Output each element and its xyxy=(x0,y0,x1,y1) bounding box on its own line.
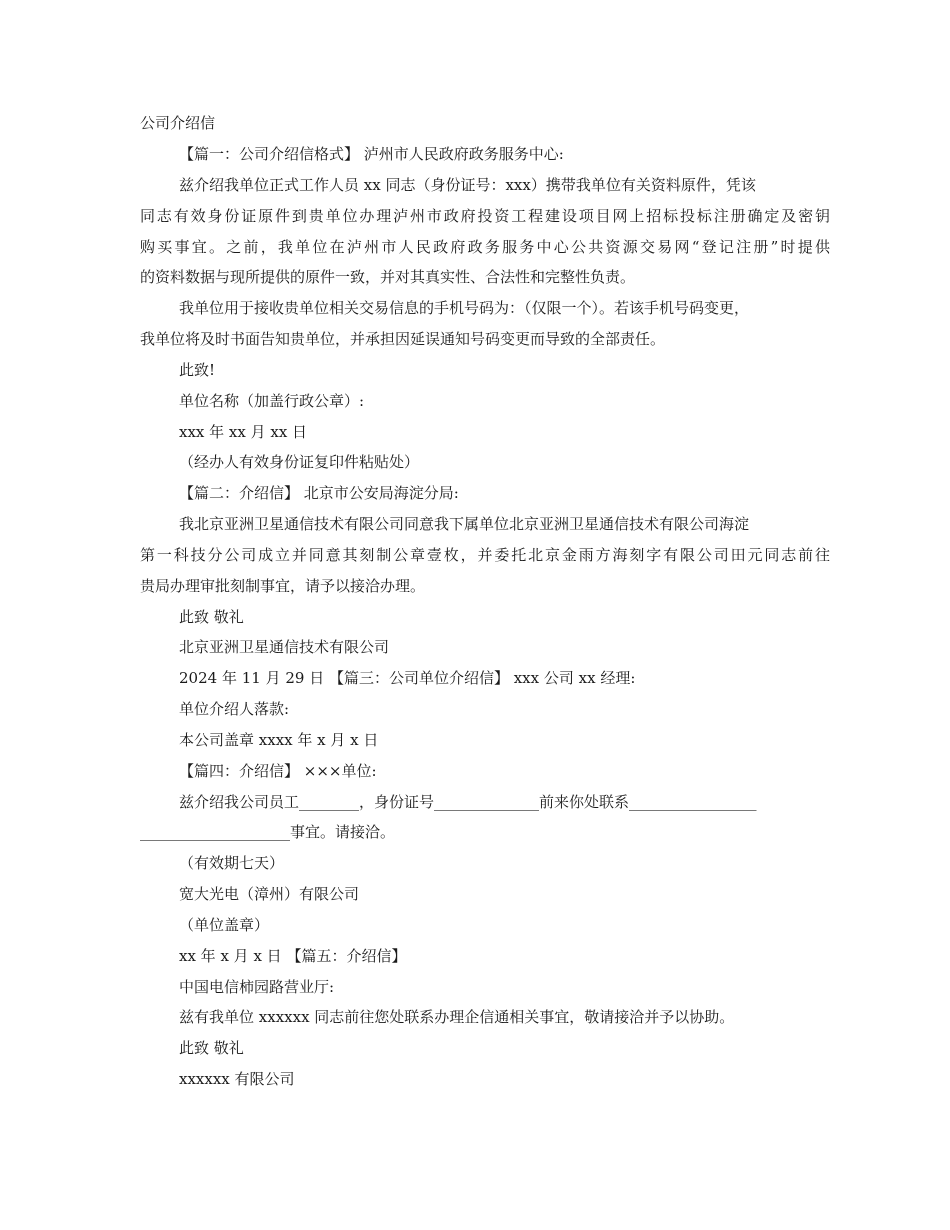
signature-line: xxxxxx 有限公司 xyxy=(179,1070,295,1088)
document-title: 公司介绍信 xyxy=(140,114,216,132)
closing-line: 此致 敬礼 xyxy=(179,608,244,626)
signature-line: 单位介绍人落款: xyxy=(179,700,290,718)
seal-date-line: 本公司盖章 xxxx 年 x 月 x 日 xyxy=(179,731,379,749)
paragraph-line: 第一科技分公司成立并同意其刻制公章壹枚，并委托北京金雨方海刻字有限公司田元同志前往 xyxy=(140,546,830,564)
paragraph-line: ____________________事宜。请接洽。 xyxy=(140,823,396,841)
paragraph-line: 贵局办理审批刻制事宜，请予以接洽办理。 xyxy=(140,577,426,595)
date-line: xxx 年 xx 月 xx 日 xyxy=(179,423,308,441)
paragraph-line: 兹有我单位 xxxxxx 同志前往您处联系办理企信通相关事宜，敬请接洽并予以协助。 xyxy=(179,1008,735,1026)
paragraph-line: 兹介绍我公司员工________，身份证号______________前来你处联系_________________ xyxy=(179,793,757,811)
paragraph-line: 的资料数据与现所提供的原件一致，并对其真实性、合法性和完整性负责。 xyxy=(140,268,636,286)
section-heading-4: 【篇四：介绍信】 ×××单位: xyxy=(179,762,377,780)
signature-line: 单位名称（加盖行政公章）: xyxy=(179,392,365,410)
paragraph-line: 同志有效身份证原件到贵单位办理泸州市政府投资工程建设项目网上招标投标注册确定及密钥 xyxy=(140,207,830,225)
closing-line: 此致! xyxy=(179,361,216,379)
closing-line: 此致 敬礼 xyxy=(179,1039,244,1057)
paragraph-line: 我北京亚洲卫星通信技术有限公司同意我下属单位北京亚洲卫星通信技术有限公司海淀 xyxy=(179,515,750,533)
paragraph-line: 购买事宜。之前，我单位在泸州市人民政府政务服务中心公共资源交易网“登记注册”时提供 xyxy=(140,238,830,256)
section-heading-2: 【篇二：介绍信】 北京市公安局海淀分局: xyxy=(179,484,459,502)
date-heading-line: 2024 年 11 月 29 日 【篇三：公司单位介绍信】 xxx 公司 xx 经理: xyxy=(179,669,636,687)
addressee-line: 中国电信柿园路营业厅: xyxy=(179,978,335,996)
paragraph-line: 我单位用于接收贵单位相关交易信息的手机号码为：（仅限一个）。若该手机号码变更， xyxy=(179,299,750,317)
paragraph-line: 我单位将及时书面告知贵单位，并承担因延误通知号码变更而导致的全部责任。 xyxy=(140,330,666,348)
signature-line: 宽大光电（漳州）有限公司 xyxy=(179,885,360,903)
signature-line: 北京亚洲卫星通信技术有限公司 xyxy=(179,638,390,656)
seal-line: （单位盖章） xyxy=(179,916,270,934)
date-heading-line: xx 年 x 月 x 日 【篇五：介绍信】 xyxy=(179,947,407,965)
note-line: （有效期七天） xyxy=(179,854,285,872)
paragraph-line: 兹介绍我单位正式工作人员 xx 同志（身份证号：xxx）携带我单位有关资料原件，凭该 xyxy=(179,176,756,194)
section-heading-1: 【篇一：公司介绍信格式】 泸州市人民政府政务服务中心: xyxy=(179,145,564,163)
note-line: （经办人有效身份证复印件粘贴处） xyxy=(179,453,420,471)
